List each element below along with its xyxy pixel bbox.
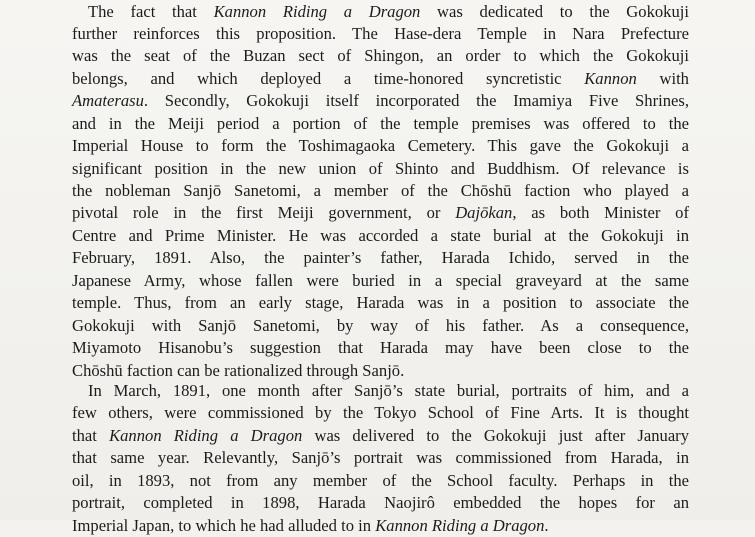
text-line [72,402,689,424]
text-line [72,270,689,292]
text-run: Imperial House to form the Toshimagaoka Cemetery. This gave the Gokokuji a [72,136,689,156]
text-run: Imperial Japan, to which he had alluded to in [72,515,376,535]
text-run: portrait, completed in 1898, Harada Naojirô embedded the hopes for an [72,493,689,513]
text-line [72,470,689,492]
italic-title: Kannon Riding a Dragon [375,515,545,535]
text-line [72,247,689,269]
text-line [72,1,689,23]
text-run: with [636,68,689,88]
text-line [72,90,689,112]
text-run: was dedicated to the Gokokuji [420,1,689,21]
text-line [72,337,689,359]
text-run: was delivered to the Gokokuji just after January [302,425,690,445]
italic-title: Kannon [584,68,637,88]
text-run: the nobleman Sanjō Sanetomi, a member of the Chōshū faction who played a [72,181,689,200]
text-run: Gokokuji with Sanjō Sanetomi, by way of his father. As a consequence, [72,315,689,335]
text-line [72,225,689,247]
text-line [72,360,689,382]
text-run: few others, were commissioned by the Tokyo School of Fine Arts. It is thought [72,403,689,423]
text-run: February, 1891. Also, the painter’s father, Harada Ichido, served in the [72,248,689,268]
text-run: . [544,515,549,535]
text-run: oil, in 1893, not from any member of the School faculty. Perhaps in the [72,470,689,490]
text-line [72,45,689,67]
text-line [72,180,689,202]
text-line [72,447,689,469]
text-run: Miyamoto Hisanobu’s suggestion that Harada may have been close to the [72,338,689,358]
italic-title: Amaterasu [72,91,144,111]
italic-title: Dajōkan [455,203,513,223]
text-run: pivotal role in the first Meiji government, or [72,203,456,223]
text-run: In March, 1891, one month after Sanjō’s state burial, portraits of him, and a [88,381,689,400]
text-run: The fact that [88,1,214,21]
text-line [72,515,689,537]
text-line [72,158,689,180]
text-line [72,202,689,224]
text-run: Centre and Prime Minister. He was accorded a state burial at the Gokokuji in [72,225,689,245]
text-line [72,315,689,337]
text-run: . Secondly, Gokokuji itself incorporated the Imamiya Five Shrines, [143,91,689,111]
text-run: and in the Meiji period a portion of the temple premises was offered to the [72,113,689,133]
text-line [72,492,689,514]
text-run: further reinforces this proposition. The Hase-dera Temple in Nara Prefecture [72,23,689,43]
text-run: that [72,425,110,445]
text-line [72,425,689,447]
text-line [72,135,689,157]
italic-title: Kannon Riding a Dragon [213,1,421,21]
text-line [72,23,689,45]
text-run: , as both Minister of [512,203,689,223]
paragraph [72,380,689,537]
text-run: Chōshū faction can be rationalized through Sanjō. [72,360,405,380]
text-line [72,380,689,402]
text-run: Japanese Army, whose fallen were buried in a special graveyard at the same [72,270,689,290]
text-run: belongs, and which deployed a time-honored syncretistic [72,68,585,88]
italic-title: Kannon Riding a Dragon [109,425,303,445]
text-run: significant position in the new union of Shinto and Buddhism. Of relevance is [72,158,689,178]
text-line [72,292,689,314]
text-line [72,113,689,135]
paragraph [72,1,689,382]
text-run: was the seat of the Buzan sect of Shingon, an order to which the Gokokuji [72,46,689,66]
text-line [72,68,689,90]
text-run: that same year. Relevantly, Sanjō’s portrait was commissioned from Harada, in [72,448,689,468]
text-run: temple. Thus, from an early stage, Harada was in a position to associate the [72,293,689,313]
